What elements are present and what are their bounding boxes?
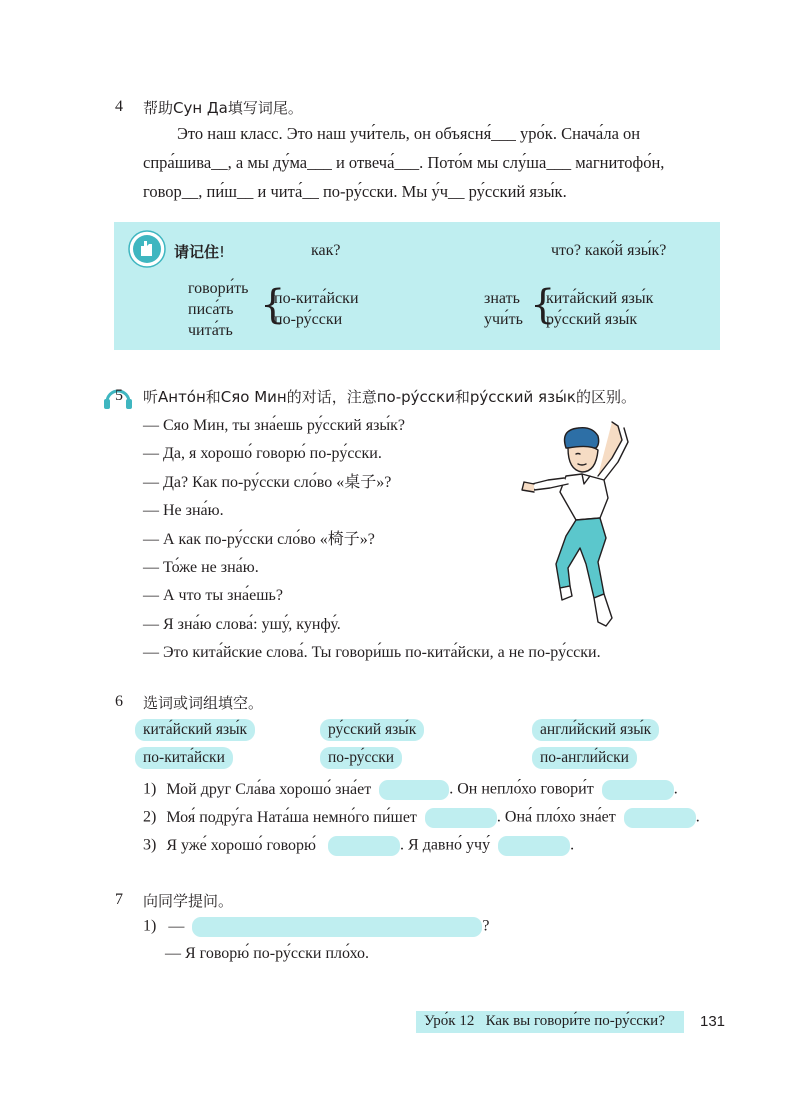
dialogue-line: — А как по-ру́сски сло́во «椅子»? xyxy=(143,530,375,548)
question-input[interactable] xyxy=(192,917,482,937)
exercise-instruction: 选词或词组填空。 xyxy=(143,694,264,712)
item-text: . Она́ пло́хо зна́ет xyxy=(496,808,616,826)
adverb: по-ру́сски xyxy=(274,311,343,328)
item-number: 3) xyxy=(143,836,157,854)
blank-input[interactable] xyxy=(328,836,400,856)
blank-input[interactable] xyxy=(602,780,674,800)
item-number: 1) xyxy=(143,917,157,935)
exercise-number: 6 xyxy=(115,693,123,710)
fill-item xyxy=(143,808,700,828)
item-text: Я уже́ хорошо́ говорю́ xyxy=(166,836,317,854)
dialogue-line: — То́же не зна́ю. xyxy=(143,559,259,577)
word-option[interactable]: ру́сский язы́к xyxy=(320,719,424,741)
word-option[interactable]: по-ру́сски xyxy=(320,747,402,769)
exercise-number: 7 xyxy=(115,891,123,908)
blank-input[interactable] xyxy=(624,808,696,828)
item-text: . xyxy=(570,836,575,854)
verb-list-1 xyxy=(188,278,248,341)
word-option[interactable]: англи́йский язы́к xyxy=(532,719,659,741)
dialogue-line: — Я зна́ю слова́: ушу́, кунфу́. xyxy=(143,615,341,633)
word-option[interactable]: по-кита́йски xyxy=(135,747,233,769)
verb-list-2 xyxy=(484,288,523,330)
remember-title-text: 请记住 xyxy=(174,243,220,261)
item-text: . Я давно́ учу́ xyxy=(400,836,491,854)
remember-title xyxy=(174,241,225,262)
blank-input[interactable] xyxy=(498,836,570,856)
dialogue-line: — Да? Как по-ру́сски сло́во «桌子»? xyxy=(143,473,392,491)
item-text: . xyxy=(695,808,700,826)
dialogue-line: — Не зна́ю. xyxy=(143,502,224,520)
exercise-instruction: 向同学提问。 xyxy=(143,892,234,910)
fill-item xyxy=(143,836,574,856)
word-option[interactable]: кита́йский язы́к xyxy=(135,719,255,741)
noun: кита́йский язы́к xyxy=(546,290,654,307)
noun: ру́сский язы́к xyxy=(546,311,638,328)
dialogue-line: — Да, я хорошо́ говорю́ по-ру́сски. xyxy=(143,445,382,463)
exercise-instruction: 帮助Сун Да填写词尾。 xyxy=(143,99,303,117)
exercise-text xyxy=(143,119,664,206)
adverb: по-кита́йски xyxy=(274,290,359,307)
question-what-language: что? како́й язы́к? xyxy=(551,242,667,259)
answer-line: — Я говорю́ по-ру́сски пло́хо. xyxy=(165,945,369,962)
footer-lesson-title: Уро́к 12 Как вы говори́те по-ру́сски? xyxy=(424,1013,665,1029)
text-line: говор__, пи́ш__ и чита́__ по-ру́сски. Мы у́ч__ ру́сский язы́к. xyxy=(143,182,567,201)
item-text: . Он непло́хо говори́т xyxy=(449,780,594,798)
question-how: как? xyxy=(311,242,341,259)
verb: учи́ть xyxy=(484,311,523,328)
verb: говори́ть xyxy=(188,280,249,297)
item-text: Мой друг Сла́ва хорошо́ зна́ет xyxy=(166,780,372,798)
item-number: 2) xyxy=(143,808,157,826)
blank-input[interactable] xyxy=(425,808,497,828)
exercise-instruction: 听Анто́н和Сяо Мин的对话，注意по-ру́сски和ру́сский язы́к的区别。 xyxy=(143,388,636,406)
dialogue-line: — Сяо Мин, ты зна́ешь ру́сский язы́к? xyxy=(143,417,406,434)
remember-excl: ! xyxy=(219,243,226,261)
verb: знать xyxy=(484,290,520,307)
remember-box xyxy=(114,222,720,350)
kungfu-boy-illustration xyxy=(520,418,640,632)
dash: — xyxy=(168,917,185,935)
exercise-number: 4 xyxy=(115,98,123,115)
text-line: спра́шива__, а мы ду́ма___ и отвеча́___. Пото́м мы слу́ша___ магнитофо́н, xyxy=(143,153,665,172)
item-text: Моя́ подру́га Ната́ша немно́го пи́шет xyxy=(166,808,417,826)
question-item xyxy=(143,917,489,937)
noun-list xyxy=(546,288,653,330)
item-text: . xyxy=(673,780,678,798)
exercise-number: 5 xyxy=(115,387,123,404)
page-number: 131 xyxy=(700,1013,726,1030)
brace-icon: { xyxy=(260,282,286,328)
item-number: 1) xyxy=(143,780,157,798)
dialogue-line: — Это кита́йские слова́. Ты говори́шь по-кита́йски, а не по-ру́сски. xyxy=(143,644,601,662)
text-line: Это наш класс. Это наш учи́тель, он объясня́___ уро́к. Снача́ла он xyxy=(177,124,641,143)
blank-input[interactable] xyxy=(379,780,449,800)
brace-icon: { xyxy=(530,282,556,328)
word-option[interactable]: по-англи́йски xyxy=(532,747,637,769)
fill-item xyxy=(143,780,678,800)
verb: чита́ть xyxy=(188,322,233,339)
verb: писа́ть xyxy=(188,301,234,318)
adverb-list xyxy=(274,288,359,330)
question-mark: ? xyxy=(482,917,490,935)
hand-icon xyxy=(128,230,166,268)
dialogue-line: — А что ты зна́ешь? xyxy=(143,587,283,605)
